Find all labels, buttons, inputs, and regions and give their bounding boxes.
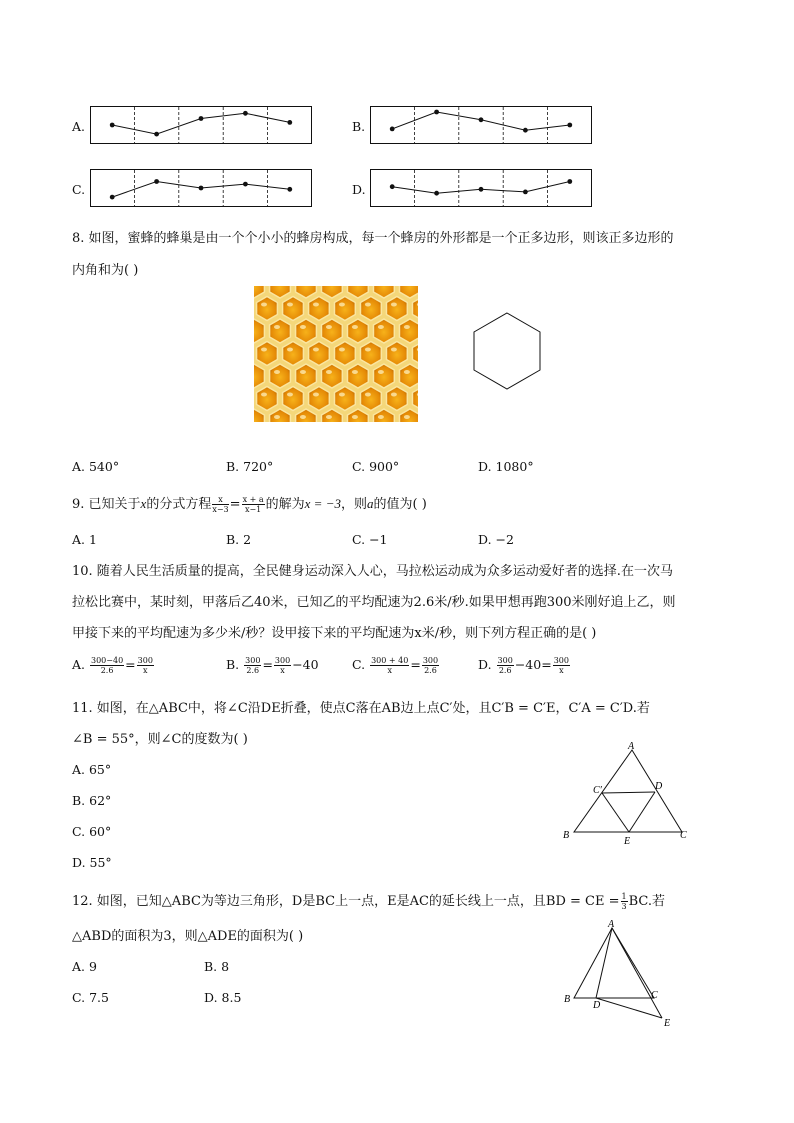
q12-stem-line1: [72, 892, 665, 911]
honeycomb-highlight: [313, 303, 319, 307]
honeycomb-cell: [413, 432, 434, 456]
honeycomb-highlight: [443, 348, 449, 352]
honeycomb-cell: [335, 297, 356, 321]
honeycomb-cell: [387, 432, 408, 456]
regular-hexagon-figure: [472, 312, 542, 390]
honeycomb-highlight: [261, 303, 267, 307]
honeycomb-cell: [335, 387, 356, 411]
honeycomb-highlight: [235, 438, 241, 442]
honeycomb-highlight: [391, 393, 397, 397]
honeycomb-highlight: [339, 393, 345, 397]
q12-text-pre: 12. 如图，已知△ABC为等边三角形，D是BC上一点，E是AC的延长线上一点，且BD = CE =: [72, 894, 620, 909]
q9-stem: [72, 495, 427, 514]
q11-label-c-prime: C′: [593, 785, 602, 796]
honeycomb-cell: [257, 342, 278, 366]
q9-fraction-left: $\frac{x}{x-3}$: [212, 495, 229, 514]
honeycomb-highlight: [248, 325, 254, 329]
honeycomb-image: [254, 286, 418, 422]
honeycomb-cell: [309, 297, 330, 321]
honeycomb-highlight: [391, 438, 397, 442]
honeycomb-cell: [231, 297, 252, 321]
honeycomb-highlight: [430, 370, 436, 374]
honeycomb-highlight: [443, 438, 449, 442]
honeycomb-highlight: [248, 280, 254, 284]
chart-point: [434, 191, 439, 196]
chart-point: [390, 127, 395, 132]
honeycomb-cell: [322, 364, 343, 388]
chart-point: [154, 179, 159, 184]
chart-point: [523, 128, 528, 133]
honeycomb-cell: [439, 342, 460, 366]
honeycomb-cell: [413, 297, 434, 321]
q12-option-d[interactable]: D. 8.5: [204, 990, 242, 1005]
q11-option-a[interactable]: A. 65°: [72, 762, 112, 777]
honeycomb-highlight: [235, 303, 241, 307]
honeycomb-cell: [296, 274, 317, 298]
honeycomb-cell: [426, 319, 447, 343]
honeycomb-cell: [387, 297, 408, 321]
chart-point: [434, 110, 439, 115]
chart-point: [243, 111, 248, 116]
q7-option-c-chart: [90, 169, 312, 207]
honeycomb-cell: [361, 252, 382, 276]
honeycomb-cell: [361, 342, 382, 366]
honeycomb-highlight: [417, 393, 423, 397]
q10-option-b[interactable]: B. $\frac{300}{2.6}$ = $\frac{300}{x}$ −40: [226, 656, 319, 675]
q9-var-a: a: [367, 496, 374, 511]
honeycomb-highlight: [326, 325, 332, 329]
q9-text-mid: 的分式方程: [146, 497, 212, 512]
honeycomb-cell: [322, 409, 343, 433]
q12-label-b: B: [564, 994, 571, 1005]
honeycomb-highlight: [222, 370, 228, 374]
chart-point: [110, 123, 115, 128]
q8-option-c[interactable]: C. 900°: [352, 459, 400, 474]
q9-solution: x = −3: [304, 496, 341, 511]
honeycomb-highlight: [404, 280, 410, 284]
honeycomb-cell: [283, 387, 304, 411]
honeycomb-highlight: [313, 393, 319, 397]
honeycomb-highlight: [326, 415, 332, 419]
q7-option-c-letter[interactable]: C.: [72, 182, 86, 197]
honeycomb-highlight: [326, 280, 332, 284]
honeycomb-highlight: [443, 393, 449, 397]
q11-label-d: D: [655, 781, 663, 792]
honeycomb-cell: [309, 432, 330, 456]
honeycomb-cell: [387, 252, 408, 276]
honeycomb-highlight: [300, 280, 306, 284]
honeycomb-highlight: [352, 325, 358, 329]
honeycomb-highlight: [313, 438, 319, 442]
honeycomb-highlight: [365, 258, 371, 262]
honeycomb-cell: [374, 274, 395, 298]
q7-option-a-chart: [90, 106, 312, 144]
honeycomb-cell: [218, 274, 239, 298]
q9-option-c[interactable]: C. −1: [352, 532, 388, 547]
honeycomb-cell: [361, 387, 382, 411]
honeycomb-highlight: [352, 370, 358, 374]
honeycomb-cell: [218, 409, 239, 433]
honeycomb-cell: [439, 252, 460, 276]
chart-point: [243, 182, 248, 187]
honeycomb-highlight: [443, 303, 449, 307]
honeycomb-highlight: [235, 258, 241, 262]
q9-option-a[interactable]: A. 1: [72, 532, 97, 547]
honeycomb-cell: [348, 319, 369, 343]
q12-label-a: A: [608, 919, 615, 930]
honeycomb-highlight: [261, 348, 267, 352]
honeycomb-highlight: [287, 438, 293, 442]
honeycomb-cell: [400, 409, 421, 433]
honeycomb-cell: [439, 297, 460, 321]
honeycomb-cell: [296, 409, 317, 433]
honeycomb-highlight: [300, 370, 306, 374]
q7-option-b-letter[interactable]: B.: [352, 119, 366, 134]
honeycomb-highlight: [287, 348, 293, 352]
honeycomb-highlight: [287, 258, 293, 262]
q8-option-d[interactable]: D. 1080°: [478, 459, 534, 474]
honeycomb-cell: [270, 364, 291, 388]
q7-option-d-chart: [370, 169, 592, 207]
honeycomb-highlight: [261, 258, 267, 262]
honeycomb-cell: [231, 252, 252, 276]
honeycomb-highlight: [326, 370, 332, 374]
q11-stem-line1: 11. 如图，在△ABC中，将∠C沿DE折叠，使点C落在AB边上点C′处，且C′B = C′E，C′A = C′D.若: [72, 701, 650, 716]
honeycomb-highlight: [274, 325, 280, 329]
q11-label-b: B: [563, 830, 570, 841]
q9-option-b[interactable]: B. 2: [226, 532, 252, 547]
q12-label-d: D: [593, 1000, 601, 1011]
honeycomb-highlight: [352, 415, 358, 419]
honeycomb-cell: [400, 319, 421, 343]
honeycomb-highlight: [274, 280, 280, 284]
honeycomb-highlight: [378, 325, 384, 329]
honeycomb-highlight: [430, 280, 436, 284]
honeycomb-cell: [335, 252, 356, 276]
q11-label-c: C: [680, 830, 687, 841]
honeycomb-highlight: [300, 415, 306, 419]
q12-stem-line2: △ABD的面积为3，则△ADE的面积为( ): [72, 929, 304, 944]
honeycomb-highlight: [443, 258, 449, 262]
honeycomb-cell: [348, 364, 369, 388]
q7-option-d-letter[interactable]: D.: [352, 182, 366, 197]
honeycomb-cell: [296, 319, 317, 343]
honeycomb-highlight: [417, 438, 423, 442]
q9-var-x: x: [140, 496, 147, 511]
honeycomb-cell: [231, 387, 252, 411]
honeycomb-cell: [387, 342, 408, 366]
q9-text-end: 的值为( ): [373, 497, 427, 512]
q8-option-a[interactable]: A. 540°: [72, 459, 120, 474]
honeycomb-cell: [244, 409, 265, 433]
honeycomb-highlight: [365, 348, 371, 352]
q11-option-d[interactable]: D. 55°: [72, 855, 112, 870]
honeycomb-highlight: [339, 303, 345, 307]
honeycomb-cell: [374, 364, 395, 388]
honeycomb-highlight: [404, 325, 410, 329]
honeycomb-cell: [335, 432, 356, 456]
q7-option-b-chart: [370, 106, 592, 144]
q8-stem-line2: 内角和为( ): [72, 263, 139, 278]
honeycomb-highlight: [339, 438, 345, 442]
honeycomb-highlight: [417, 348, 423, 352]
honeycomb-highlight: [313, 258, 319, 262]
honeycomb-highlight: [222, 280, 228, 284]
honeycomb-cell: [257, 297, 278, 321]
honeycomb-highlight: [391, 348, 397, 352]
honeycomb-highlight: [339, 348, 345, 352]
honeycomb-cell: [426, 409, 447, 433]
honeycomb-highlight: [287, 303, 293, 307]
honeycomb-cell: [270, 274, 291, 298]
honeycomb-cell: [400, 364, 421, 388]
honeycomb-cell: [283, 342, 304, 366]
q12-option-c[interactable]: C. 7.5: [72, 990, 109, 1005]
honeycomb-cell: [270, 409, 291, 433]
chart-point: [479, 187, 484, 192]
honeycomb-highlight: [365, 393, 371, 397]
honeycomb-highlight: [287, 393, 293, 397]
q11-triangle-figure: [560, 740, 695, 850]
chart-point: [567, 179, 572, 184]
chart-point: [567, 123, 572, 128]
honeycomb-highlight: [261, 438, 267, 442]
honeycomb-highlight: [430, 325, 436, 329]
q9-fraction-right: $\frac{x + a}{x-1}$: [242, 495, 264, 514]
q10-option-d[interactable]: D. $\frac{300}{2.6}$ −40= $\frac{300}{x}$: [478, 656, 569, 675]
q11-option-c[interactable]: C. 60°: [72, 824, 112, 839]
chart-point: [154, 132, 159, 137]
honeycomb-cell: [361, 297, 382, 321]
chart-point: [287, 187, 292, 192]
q9-option-d[interactable]: D. −2: [478, 532, 514, 547]
honeycomb-highlight: [274, 370, 280, 374]
honeycomb-cell: [257, 432, 278, 456]
honeycomb-cell: [283, 432, 304, 456]
honeycomb-cell: [322, 319, 343, 343]
q12-text-post: BC.若: [628, 894, 666, 909]
honeycomb-highlight: [235, 348, 241, 352]
q11-option-b[interactable]: B. 62°: [72, 793, 112, 808]
q12-label-c: C: [651, 990, 658, 1001]
honeycomb-highlight: [313, 348, 319, 352]
honeycomb-cell: [244, 319, 265, 343]
honeycomb-highlight: [274, 415, 280, 419]
honeycomb-highlight: [430, 415, 436, 419]
honeycomb-highlight: [339, 258, 345, 262]
q12-fraction: $\frac{1}{3}$: [621, 892, 627, 911]
honeycomb-highlight: [404, 415, 410, 419]
q9-text-mid2: 的解为: [265, 497, 305, 512]
q12-option-a[interactable]: A. 9: [72, 959, 97, 974]
q8-stem-line1: 8. 如图，蜜蜂的蜂巢是由一个个小小的蜂房构成，每一个蜂房的外形都是一个正多边形，则该正多边形的: [72, 231, 674, 246]
q10-option-a[interactable]: A. $\frac{300-40}{2.6}$ = $\frac{300}{x}$: [72, 656, 153, 675]
honeycomb-cell: [309, 252, 330, 276]
q11-stem-line2: ∠B = 55°，则∠C的度数为( ): [72, 732, 248, 747]
honeycomb-cell: [335, 342, 356, 366]
honeycomb-cell: [374, 409, 395, 433]
honeycomb-highlight: [365, 438, 371, 442]
chart-point: [523, 190, 528, 195]
honeycomb-cell: [426, 274, 447, 298]
honeycomb-cell: [400, 274, 421, 298]
honeycomb-highlight: [235, 393, 241, 397]
honeycomb-highlight: [404, 370, 410, 374]
honeycomb-cell: [257, 252, 278, 276]
honeycomb-highlight: [417, 258, 423, 262]
honeycomb-highlight: [391, 258, 397, 262]
honeycomb-highlight: [352, 280, 358, 284]
honeycomb-cell: [322, 274, 343, 298]
honeycomb-cell: [270, 319, 291, 343]
q10-stem-line1: 10. 随着人民生活质量的提高，全民健身运动深入人心，马拉松运动成为众多运动爱好者的选择.在一次马: [72, 564, 673, 579]
q9-text-pre: 9. 已知关于: [72, 497, 141, 512]
q11-label-a: A: [628, 741, 635, 752]
honeycomb-cell: [296, 364, 317, 388]
honeycomb-highlight: [365, 303, 371, 307]
q10-stem-line2: 拉松比赛中，某时刻，甲落后乙40米，已知乙的平均配速为2.6米/秒.如果甲想再跑300米刚好追上乙，则: [72, 595, 676, 610]
honeycomb-highlight: [222, 415, 228, 419]
honeycomb-cell: [387, 387, 408, 411]
honeycomb-highlight: [378, 415, 384, 419]
honeycomb-cell: [309, 342, 330, 366]
q12-option-b[interactable]: B. 8: [204, 959, 230, 974]
honeycomb-highlight: [378, 370, 384, 374]
honeycomb-highlight: [222, 325, 228, 329]
honeycomb-highlight: [417, 303, 423, 307]
honeycomb-cell: [218, 319, 239, 343]
honeycomb-highlight: [391, 303, 397, 307]
q9-equals: =: [229, 497, 241, 512]
honeycomb-cell: [283, 252, 304, 276]
honeycomb-cell: [218, 364, 239, 388]
chart-point: [199, 186, 204, 191]
honeycomb-cell: [348, 409, 369, 433]
honeycomb-cell: [244, 274, 265, 298]
honeycomb-highlight: [300, 325, 306, 329]
honeycomb-highlight: [248, 415, 254, 419]
q7-option-a-letter[interactable]: A.: [72, 119, 86, 134]
honeycomb-cell: [413, 342, 434, 366]
honeycomb-cell: [413, 387, 434, 411]
honeycomb-highlight: [248, 370, 254, 374]
honeycomb-cell: [283, 297, 304, 321]
honeycomb-cell: [426, 364, 447, 388]
honeycomb-cell: [439, 387, 460, 411]
honeycomb-cell: [413, 252, 434, 276]
chart-point: [199, 116, 204, 121]
chart-point: [110, 195, 115, 200]
honeycomb-cell: [374, 319, 395, 343]
honeycomb-highlight: [378, 280, 384, 284]
q8-option-b[interactable]: B. 720°: [226, 459, 274, 474]
honeycomb-cell: [361, 432, 382, 456]
q12-triangle-figure: [560, 918, 680, 1030]
chart-frame: [91, 107, 312, 144]
q12-label-e: E: [664, 1018, 671, 1029]
chart-point: [390, 184, 395, 189]
chart-point: [479, 117, 484, 122]
q10-option-c[interactable]: C. $\frac{300 + 40}{x}$ = $\frac{300}{2.6}$: [352, 656, 439, 675]
honeycomb-cell: [231, 342, 252, 366]
honeycomb-cell: [439, 432, 460, 456]
honeycomb-cell: [309, 387, 330, 411]
q9-text-post: ，则: [340, 497, 367, 512]
q10-stem-line3: 甲接下来的平均配速为多少米/秒？设甲接下来的平均配速为x米/秒，则下列方程正确的是( ): [72, 626, 597, 641]
honeycomb-cell: [348, 274, 369, 298]
honeycomb-highlight: [261, 393, 267, 397]
honeycomb-cell: [231, 432, 252, 456]
chart-point: [287, 120, 292, 125]
honeycomb-cell: [244, 364, 265, 388]
honeycomb-cell: [257, 387, 278, 411]
q11-label-e: E: [624, 836, 631, 847]
